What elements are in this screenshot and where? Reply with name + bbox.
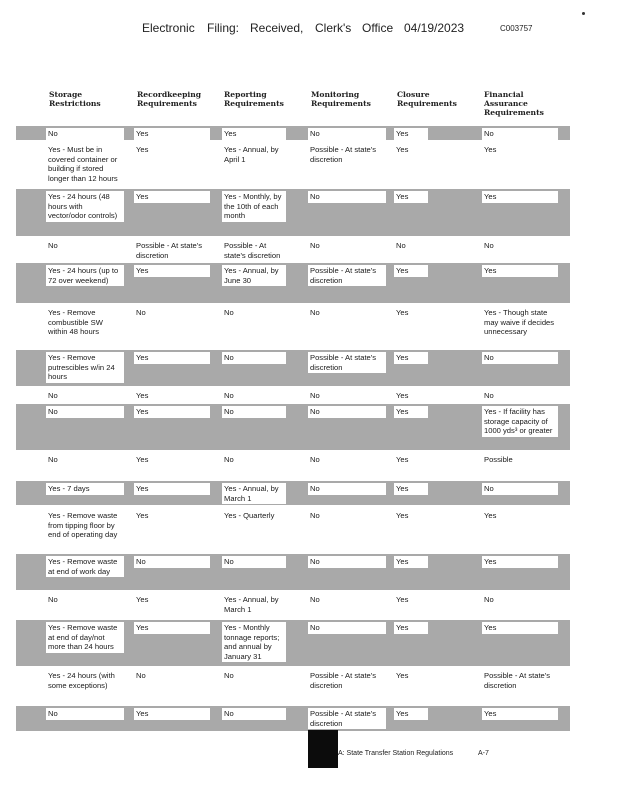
- cell-reporting: Yes - Annual, by June 30: [222, 265, 286, 286]
- cell-closure: Yes: [394, 191, 428, 203]
- table-row: [16, 452, 570, 479]
- cell-monitoring: No: [308, 191, 386, 203]
- cell-storage: Yes - 24 hours (48 hours with vector/odor controls): [46, 191, 124, 222]
- cell-reporting: Yes - Quarterly: [224, 511, 275, 520]
- table-row: [16, 350, 570, 386]
- cell-monitoring: No: [310, 455, 320, 464]
- cell-recordkeeping: Yes: [134, 483, 210, 495]
- cell-monitoring: Possible - At state's discretion: [308, 265, 386, 286]
- cell-monitoring: No: [310, 391, 320, 400]
- cell-monitoring: Possible - At state's discretion: [308, 708, 386, 729]
- cell-storage: No: [48, 391, 58, 400]
- cell-financial: No: [484, 391, 494, 400]
- table-row: [16, 706, 570, 731]
- cell-reporting: No: [222, 352, 286, 364]
- cell-financial: Yes: [484, 511, 497, 520]
- table-row: [16, 238, 570, 262]
- stamp-word-office: Office: [362, 21, 394, 35]
- cell-closure: Yes: [396, 308, 409, 317]
- cell-closure: Yes: [394, 556, 428, 568]
- cell-storage: Yes - Remove waste at end of day/not more than 24 hours: [46, 622, 124, 653]
- header-reporting: Reporting Requirements: [224, 90, 284, 108]
- table-row: [16, 592, 570, 619]
- cell-financial: Yes: [482, 622, 558, 634]
- stamp-word-received: Received,: [250, 21, 304, 35]
- cell-recordkeeping: Yes: [136, 391, 149, 400]
- stamp-word-electronic: Electronic: [142, 21, 195, 35]
- table-row: [16, 620, 570, 666]
- cell-monitoring: No: [308, 128, 386, 140]
- cell-financial: Yes: [482, 556, 558, 568]
- cell-monitoring: No: [308, 556, 386, 568]
- cell-closure: Yes: [394, 265, 428, 277]
- table-row: [16, 388, 570, 403]
- cell-reporting: Yes - Monthly tonnage reports; and annual by January 31: [222, 622, 286, 662]
- table-row: [16, 404, 570, 450]
- cell-recordkeeping: No: [136, 671, 146, 680]
- cell-monitoring: Possible - At state's discretion: [308, 352, 386, 373]
- cell-monitoring: Possible - At state's discretion: [310, 145, 377, 164]
- cell-financial: Possible: [484, 455, 513, 464]
- cell-reporting: No: [222, 556, 286, 568]
- cell-monitoring: No: [310, 511, 320, 520]
- cell-closure: Yes: [396, 391, 409, 400]
- cell-financial: Yes: [482, 265, 558, 277]
- cell-storage: Yes - Must be in covered container or building if stored longer than 12 hours: [48, 145, 118, 183]
- cell-reporting: Yes - Annual, by April 1: [224, 145, 279, 164]
- document-id: C003757: [500, 24, 533, 33]
- scan-speck: [582, 12, 585, 15]
- cell-closure: Yes: [396, 595, 409, 604]
- cell-recordkeeping: Yes: [134, 265, 210, 277]
- header-closure: Closure Requirements: [397, 90, 457, 108]
- cell-reporting: No: [224, 671, 234, 680]
- table-row: [16, 508, 570, 553]
- cell-reporting: No: [224, 308, 234, 317]
- cell-recordkeeping: Yes: [134, 622, 210, 634]
- cell-reporting: Possible - At state's discretion: [224, 241, 281, 260]
- cell-reporting: Yes - Monthly, by the 10th of each month: [222, 191, 286, 222]
- cell-recordkeeping: Yes: [136, 455, 149, 464]
- stamp-word-filing: Filing:: [207, 21, 240, 35]
- cell-storage: Yes - 7 days: [46, 483, 124, 495]
- cell-financial: Yes - If facility has storage capacity of 1000 yds³ or greater: [482, 406, 558, 437]
- cell-storage: No: [48, 455, 58, 464]
- cell-recordkeeping: Yes: [136, 145, 149, 154]
- cell-monitoring: No: [310, 308, 320, 317]
- cell-financial: No: [482, 483, 558, 495]
- cell-closure: Yes: [396, 511, 409, 520]
- cell-closure: No: [396, 241, 406, 250]
- cell-financial: No: [484, 595, 494, 604]
- cell-closure: Yes: [394, 406, 428, 418]
- cell-monitoring: No: [310, 241, 320, 250]
- cell-financial: Possible - At state's discretion: [484, 671, 551, 690]
- cell-storage: No: [46, 128, 124, 140]
- cell-financial: Yes: [482, 191, 558, 203]
- cell-closure: Yes: [394, 352, 428, 364]
- cell-reporting: No: [222, 406, 286, 418]
- cell-monitoring: Possible - At state's discretion: [310, 671, 377, 690]
- cell-recordkeeping: Yes: [134, 708, 210, 720]
- table-row: [16, 142, 570, 188]
- cell-recordkeeping: Yes: [134, 406, 210, 418]
- cell-monitoring: No: [308, 406, 386, 418]
- stamp-word-clerks: Clerk's: [315, 21, 352, 35]
- cell-financial: No: [482, 128, 558, 140]
- cell-storage: Yes - 24 hours (with some exceptions): [48, 671, 115, 690]
- cell-storage: Yes - 24 hours (up to 72 over weekend): [46, 265, 124, 286]
- table-row: [16, 305, 570, 349]
- cell-monitoring: No: [310, 595, 320, 604]
- cell-monitoring: No: [308, 483, 386, 495]
- cell-storage: Yes - Remove waste from tipping floor by end of operating day: [48, 511, 118, 539]
- cell-recordkeeping: No: [136, 308, 146, 317]
- cell-financial: Yes: [484, 145, 497, 154]
- cell-reporting: No: [222, 708, 286, 720]
- cell-reporting: Yes - Annual, by March 1: [222, 483, 286, 504]
- cell-recordkeeping: No: [134, 556, 210, 568]
- cell-recordkeeping: Yes: [134, 191, 210, 203]
- cell-storage: Yes - Remove waste at end of work day: [46, 556, 124, 577]
- cell-closure: Yes: [394, 128, 428, 140]
- table-row: [16, 126, 570, 140]
- cell-closure: Yes: [396, 671, 409, 680]
- table-row: [16, 554, 570, 590]
- header-recordkeeping: Recordkeeping Requirements: [137, 90, 202, 108]
- cell-storage: No: [46, 708, 124, 720]
- header-storage: Storage Restrictions: [49, 90, 101, 108]
- cell-recordkeeping: Yes: [134, 352, 210, 364]
- cell-storage: Yes - Remove combustible SW within 48 hours: [48, 308, 103, 336]
- cell-closure: Yes: [396, 145, 409, 154]
- cell-closure: Yes: [394, 622, 428, 634]
- table-row: [16, 668, 570, 704]
- cell-reporting: Yes - Annual, by March 1: [224, 595, 279, 614]
- table-row: [16, 189, 570, 236]
- cell-storage: No: [46, 406, 124, 418]
- cell-recordkeeping: Possible - At state's discretion: [136, 241, 203, 260]
- cell-financial: Yes - Though state may waive if decides unnecessary: [484, 308, 555, 336]
- cell-recordkeeping: Yes: [136, 511, 149, 520]
- cell-reporting: No: [224, 391, 234, 400]
- cell-financial: Yes: [482, 708, 558, 720]
- cell-storage: No: [48, 241, 58, 250]
- header-financial: Financial Assurance Requirements: [484, 90, 544, 117]
- cell-monitoring: No: [308, 622, 386, 634]
- footer-title: A: State Transfer Station Regulations: [338, 750, 454, 757]
- cell-storage: Yes - Remove putrescibles w/in 24 hours: [46, 352, 124, 383]
- page-number: A-7: [478, 750, 489, 757]
- cell-storage: No: [48, 595, 58, 604]
- cell-recordkeeping: Yes: [136, 595, 149, 604]
- cell-financial: No: [484, 241, 494, 250]
- cell-reporting: No: [224, 455, 234, 464]
- cell-reporting: Yes: [222, 128, 286, 140]
- cell-closure: Yes: [394, 483, 428, 495]
- redaction-block: [308, 730, 338, 768]
- table-row: [16, 263, 570, 303]
- cell-recordkeeping: Yes: [134, 128, 210, 140]
- cell-closure: Yes: [396, 455, 409, 464]
- stamp-date: 04/19/2023: [404, 21, 465, 35]
- table-row: [16, 481, 570, 505]
- cell-closure: Yes: [394, 708, 428, 720]
- cell-financial: No: [482, 352, 558, 364]
- header-monitoring: Monitoring Requirements: [311, 90, 371, 108]
